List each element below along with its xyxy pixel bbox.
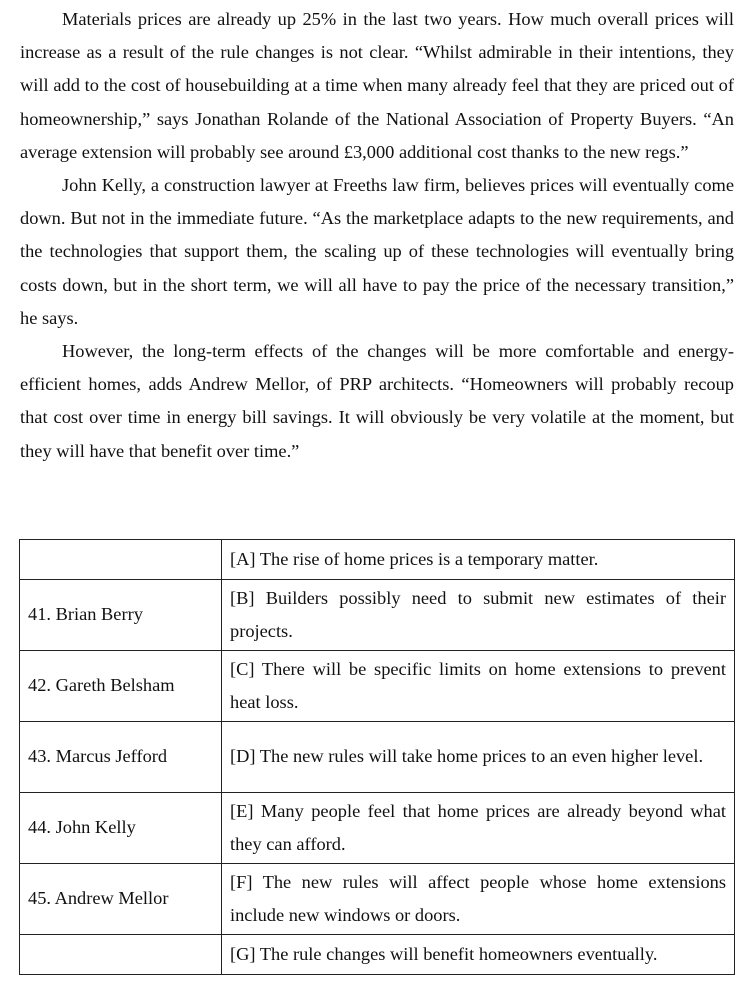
table-row (20, 935, 735, 975)
reading-passage (20, 3, 734, 468)
person-45: 45. Andrew Mellor (20, 864, 222, 935)
matching-table (19, 539, 735, 975)
empty-name-cell (20, 935, 222, 975)
person-44: 44. John Kelly (20, 793, 222, 864)
option-b: [B] Builders possibly need to submit new estimates of their projects. (222, 580, 735, 651)
table-row (20, 540, 735, 580)
passage-paragraph: John Kelly, a construction lawyer at Freeths law firm, believes prices will eventually come down. But not in the immediate future. “As the marketplace adapts to the new requirements, and the technologies that support them, the scaling up of these technologies will eventually bring costs down, but in the short term, we will all have to pay the price of the necessary transition,” he says. (20, 175, 734, 328)
option-f: [F] The new rules will affect people whose home extensions include new windows or doors. (222, 864, 735, 935)
option-g: [G] The rule changes will benefit homeowners eventually. (222, 935, 735, 975)
table-row (20, 722, 735, 793)
option-d: [D] The new rules will take home prices to an even higher level. (222, 722, 735, 793)
table-row (20, 793, 735, 864)
option-a: [A] The rise of home prices is a temporary matter. (222, 540, 735, 580)
passage-paragraph: However, the long-term effects of the changes will be more comfortable and energy-efficient homes, adds Andrew Mellor, of PRP architects. “Homeowners will probably recoup that cost over time in energy bill savings. It will obviously be very volatile at the moment, but they will have that benefit over time.” (20, 341, 734, 461)
table-row (20, 651, 735, 722)
passage-paragraph: Materials prices are already up 25% in the last two years. How much overall prices will increase as a result of the rule changes is not clear. “Whilst admirable in their intentions, they will add to the cost of housebuilding at a time when many already feel that they are priced out of homeownership,” says Jonathan Rolande of the National Association of Property Buyers. “An average extension will probably see around £3,000 additional cost thanks to the new regs.” (20, 9, 734, 162)
empty-name-cell (20, 540, 222, 580)
option-e: [E] Many people feel that home prices are already beyond what they can afford. (222, 793, 735, 864)
person-42: 42. Gareth Belsham (20, 651, 222, 722)
table-row (20, 864, 735, 935)
table-row (20, 580, 735, 651)
option-c: [C] There will be specific limits on home extensions to prevent heat loss. (222, 651, 735, 722)
person-41: 41. Brian Berry (20, 580, 222, 651)
person-43: 43. Marcus Jefford (20, 722, 222, 793)
